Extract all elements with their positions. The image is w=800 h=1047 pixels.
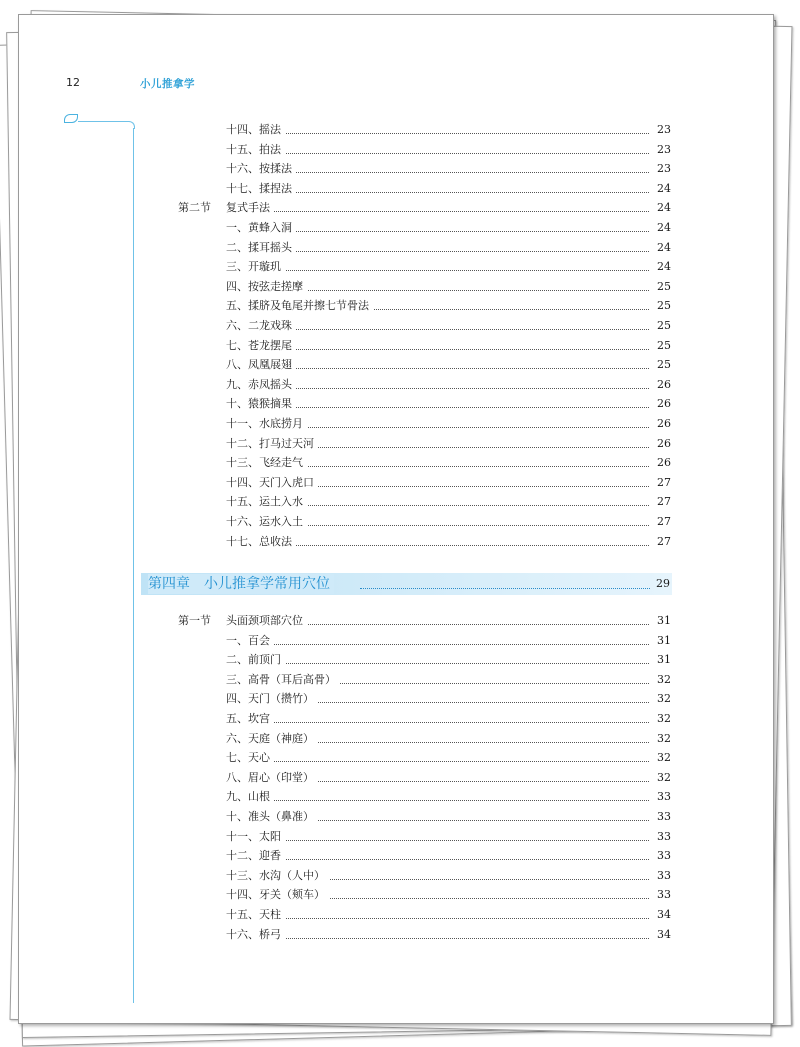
toc-entry-label: 十三、飞经走气 bbox=[226, 454, 307, 472]
toc-entry-label: 十七、揉捏法 bbox=[226, 180, 296, 198]
leader-dots bbox=[226, 133, 649, 134]
toc-entry-label: 一、黄蜂入洞 bbox=[226, 219, 296, 237]
leader-dots bbox=[226, 918, 649, 919]
toc-page-number: 23 bbox=[657, 142, 671, 156]
toc-entry[interactable] bbox=[0, 395, 800, 413]
toc-page-number: 33 bbox=[657, 849, 671, 863]
toc-entry-label: 十六、运水入土 bbox=[226, 513, 307, 531]
toc-entry[interactable] bbox=[0, 297, 800, 315]
toc-page-number: 25 bbox=[657, 338, 671, 352]
toc-entry-label: 十七、总收法 bbox=[226, 533, 296, 551]
toc-entry-label: 十一、太阳 bbox=[226, 828, 285, 846]
toc-entry-label: 六、天庭（神庭） bbox=[226, 730, 318, 748]
toc-entry-label: 八、眉心（印堂） bbox=[226, 769, 318, 787]
toc-entry[interactable] bbox=[0, 337, 800, 355]
toc-entry-label: 八、凤凰展翅 bbox=[226, 356, 296, 374]
toc-page-number: 31 bbox=[657, 633, 671, 647]
toc-entry-label: 九、山根 bbox=[226, 788, 274, 806]
chapter-title[interactable]: 第四章 小儿推拿学常用穴位 bbox=[148, 574, 334, 594]
toc-entry-label: 十三、水沟（人中） bbox=[226, 867, 329, 885]
toc-entry-label: 七、苍龙摆尾 bbox=[226, 337, 296, 355]
leader-dots bbox=[226, 270, 649, 271]
toc-entry[interactable] bbox=[0, 769, 800, 787]
toc-page-number: 26 bbox=[657, 456, 671, 470]
toc-page-number: 34 bbox=[657, 908, 671, 921]
toc-entry-label: 十、猿猴摘果 bbox=[226, 395, 296, 413]
toc-entry-label: 六、二龙戏珠 bbox=[226, 317, 296, 335]
leader-dots bbox=[226, 800, 649, 801]
toc-entry[interactable] bbox=[0, 376, 800, 394]
toc-entry[interactable] bbox=[0, 141, 800, 159]
toc-entry-label: 十四、牙关（颊车） bbox=[226, 886, 329, 904]
toc-entry[interactable] bbox=[0, 788, 800, 806]
toc-entry-label: 复式手法 bbox=[226, 199, 274, 217]
toc-entry[interactable] bbox=[0, 180, 800, 198]
toc-entry-label: 七、天心 bbox=[226, 749, 274, 767]
toc-entry[interactable] bbox=[0, 926, 800, 944]
toc-page-number: 26 bbox=[657, 377, 671, 391]
leader-dots bbox=[226, 840, 649, 841]
toc-entry-label: 五、揉脐及龟尾并擦七节骨法 bbox=[226, 297, 373, 315]
toc-entry-label: 三、高骨（耳后高骨） bbox=[226, 671, 340, 689]
toc-page-number: 25 bbox=[657, 319, 671, 332]
toc-entry[interactable] bbox=[0, 474, 800, 492]
leader-dots bbox=[226, 644, 649, 645]
toc-page-number: 32 bbox=[657, 712, 671, 725]
toc-entry-label: 一、百会 bbox=[226, 632, 274, 650]
toc-entry[interactable] bbox=[0, 415, 800, 433]
toc-entry-label: 十四、天门入虎口 bbox=[226, 474, 318, 492]
toc-page-number: 25 bbox=[657, 299, 671, 313]
toc-entry[interactable] bbox=[0, 906, 800, 924]
toc-page-number: 25 bbox=[657, 358, 671, 372]
toc-page-number: 31 bbox=[657, 614, 671, 627]
toc-page-number: 33 bbox=[657, 810, 671, 823]
toc-page-number: 32 bbox=[657, 692, 671, 706]
toc-page-number: 24 bbox=[657, 181, 671, 195]
toc-entry-label: 四、按弦走搓摩 bbox=[226, 278, 307, 296]
toc-page-number: 32 bbox=[657, 751, 671, 765]
toc-page-number: 27 bbox=[657, 495, 671, 509]
toc-entry[interactable] bbox=[0, 356, 800, 374]
toc-entry-label: 二、揉耳摇头 bbox=[226, 239, 296, 257]
toc-entry-label: 十五、拍法 bbox=[226, 141, 285, 159]
page-number: 12 bbox=[66, 76, 80, 89]
toc-entry[interactable] bbox=[0, 847, 800, 865]
toc-entry[interactable] bbox=[0, 239, 800, 257]
toc-entry-label: 十五、运土入水 bbox=[226, 493, 307, 511]
toc-page-number: 34 bbox=[657, 927, 671, 941]
toc-page-number: 33 bbox=[657, 868, 671, 882]
toc-entry[interactable] bbox=[0, 749, 800, 767]
toc-entry[interactable] bbox=[0, 710, 800, 728]
toc-entry[interactable] bbox=[0, 886, 800, 904]
toc-page-number: 23 bbox=[657, 123, 671, 136]
toc-entry-label: 十一、水底捞月 bbox=[226, 415, 307, 433]
leader-dots bbox=[226, 722, 649, 723]
leader-dots bbox=[226, 761, 649, 762]
toc-page-number: 26 bbox=[657, 397, 671, 411]
toc-entry[interactable] bbox=[0, 690, 800, 708]
toc-page-number: 27 bbox=[657, 534, 671, 548]
toc-page-number: 33 bbox=[657, 829, 671, 843]
toc-entry[interactable] bbox=[0, 808, 800, 826]
toc-entry-label: 三、开璇玑 bbox=[226, 258, 285, 276]
toc-entry-label: 四、天门（攒竹） bbox=[226, 690, 318, 708]
toc-page-number: 27 bbox=[657, 475, 671, 489]
toc-entry-label: 五、坎宫 bbox=[226, 710, 274, 728]
toc-page-number: 23 bbox=[657, 162, 671, 176]
toc-entry[interactable] bbox=[0, 493, 800, 511]
toc-entry-label: 二、前顶门 bbox=[226, 651, 285, 669]
toc-entry[interactable] bbox=[0, 867, 800, 885]
toc-entry-label: 十四、摇法 bbox=[226, 121, 285, 139]
toc-page-number: 24 bbox=[657, 260, 671, 274]
toc-entry[interactable] bbox=[0, 278, 800, 296]
toc-page-number: 24 bbox=[657, 240, 671, 254]
chapter-page-number: 29 bbox=[656, 577, 670, 590]
toc-entry[interactable] bbox=[0, 828, 800, 846]
toc-entry[interactable] bbox=[0, 533, 800, 551]
toc-page-number: 32 bbox=[657, 672, 671, 686]
leader-dots bbox=[226, 663, 649, 664]
toc-entry-label: 十六、按揉法 bbox=[226, 160, 296, 178]
toc-entry[interactable] bbox=[0, 671, 800, 689]
toc-entry[interactable] bbox=[0, 317, 800, 335]
toc-page-number: 32 bbox=[657, 731, 671, 745]
toc-entry[interactable] bbox=[0, 454, 800, 472]
toc-page-number: 24 bbox=[657, 201, 671, 215]
toc-entry-label: 头面颈项部穴位 bbox=[226, 612, 307, 630]
toc-entry[interactable] bbox=[0, 513, 800, 531]
toc-entry-label: 十二、打马过天河 bbox=[226, 435, 318, 453]
toc-page-number: 26 bbox=[657, 417, 671, 430]
toc-entry[interactable] bbox=[0, 121, 800, 139]
toc-entry[interactable] bbox=[0, 632, 800, 650]
leader-dots bbox=[226, 859, 649, 860]
toc-entry[interactable] bbox=[0, 612, 800, 630]
toc-section-number: 第二节 bbox=[178, 201, 211, 215]
toc-page-number: 27 bbox=[657, 515, 671, 528]
toc-entry-label: 十六、桥弓 bbox=[226, 926, 285, 944]
toc-page-number: 31 bbox=[657, 653, 671, 667]
toc-entry-label: 十、准头（鼻准） bbox=[226, 808, 318, 826]
toc-entry-label: 十二、迎香 bbox=[226, 847, 285, 865]
toc-section-number: 第一节 bbox=[178, 614, 211, 627]
toc-page-number: 33 bbox=[657, 790, 671, 804]
toc-entry[interactable] bbox=[0, 219, 800, 237]
toc-page-number: 25 bbox=[657, 279, 671, 293]
toc-page-number: 32 bbox=[657, 770, 671, 784]
leader-dots bbox=[226, 153, 649, 154]
toc-entry-label: 十五、天柱 bbox=[226, 906, 285, 924]
leader-dots bbox=[226, 938, 649, 939]
leader-dots bbox=[226, 211, 649, 212]
toc-entry[interactable] bbox=[0, 730, 800, 748]
toc-page-number: 26 bbox=[657, 436, 671, 450]
toc-entry[interactable] bbox=[0, 435, 800, 453]
toc-page-number: 33 bbox=[657, 888, 671, 902]
toc-page-number: 24 bbox=[657, 221, 671, 234]
toc-entry[interactable] bbox=[0, 199, 800, 217]
toc-entry[interactable] bbox=[0, 258, 800, 276]
book-title: 小儿推拿学 bbox=[140, 78, 195, 90]
chapter-leader-dots bbox=[360, 588, 650, 589]
toc-entry-label: 九、赤凤摇头 bbox=[226, 376, 296, 394]
toc-entry[interactable] bbox=[0, 160, 800, 178]
toc-entry[interactable] bbox=[0, 651, 800, 669]
